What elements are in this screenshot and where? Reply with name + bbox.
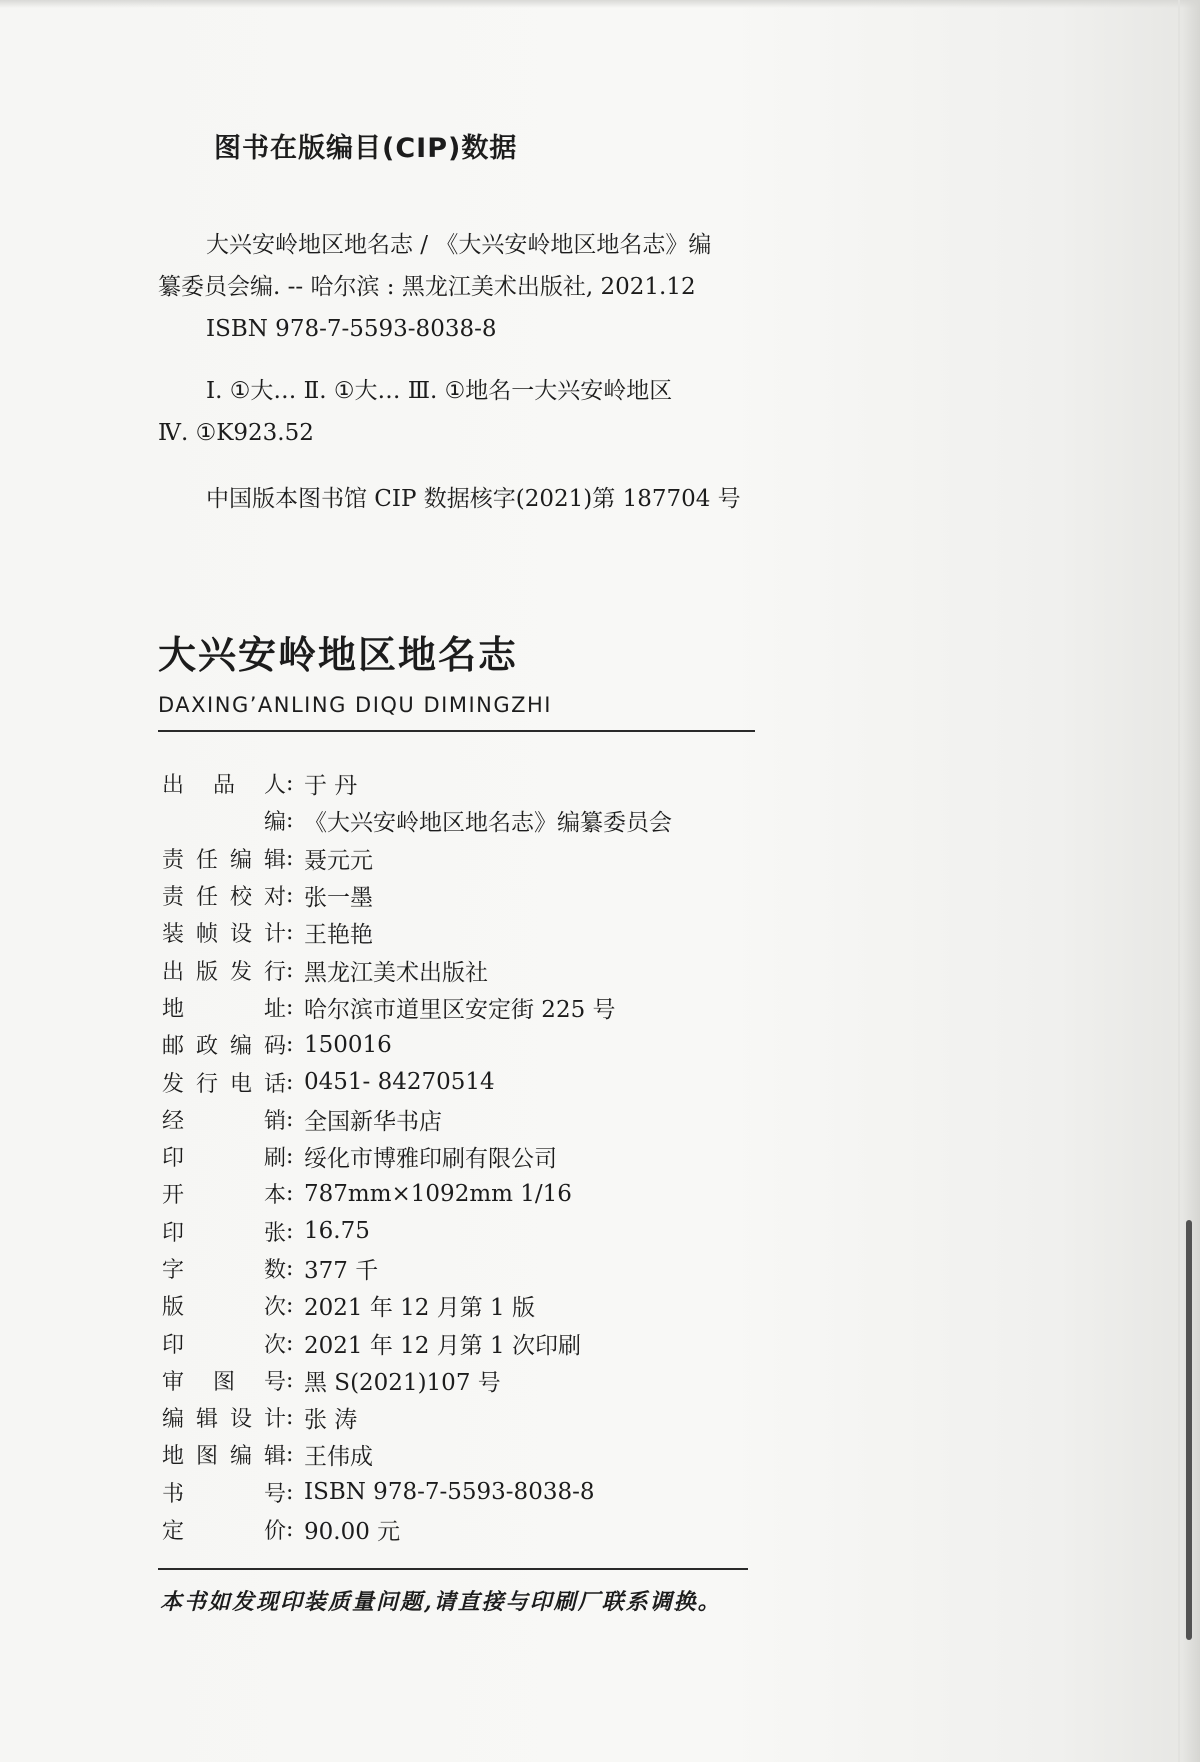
info-colon: : [286,1032,294,1058]
title-divider [158,730,755,732]
info-label: 印 刷 [162,1146,286,1172]
info-colon: : [286,1479,294,1505]
info-row [162,1287,782,1324]
info-value: 2021 年 12 月第 1 次印刷 [304,1332,581,1359]
info-label: 责 任 校 对 [162,885,286,911]
info-label: 装 帧 设 计 [162,922,286,948]
info-label: 印 张 [162,1220,286,1246]
info-label: 经 销 [162,1108,286,1134]
info-row [162,951,782,988]
info-label: 开 本 [162,1183,286,1209]
book-title-pinyin: DAXING’ANLING DIQU DIMINGZHI [158,693,552,717]
info-colon: : [286,1106,294,1132]
info-row [162,1474,782,1511]
footer-note: 本书如发现印装质量问题,请直接与印刷厂联系调换。 [160,1589,722,1615]
info-colon: : [286,1181,294,1207]
info-value: 张 涛 [304,1407,358,1434]
cip-block [158,224,798,520]
info-label: 编 [263,810,286,836]
info-value: 《大兴安岭地区地名志》编纂委员会 [304,810,672,837]
page-crease [1178,0,1180,1762]
info-row [162,1399,782,1436]
info-row [162,840,782,877]
info-colon: : [286,994,294,1020]
info-value: 黑 S(2021)107 号 [304,1369,501,1396]
info-label: 书 号 [162,1481,286,1507]
info-colon: : [286,1069,294,1095]
info-row [162,1511,782,1548]
info-label: 地 图 编 辑 [162,1444,286,1470]
info-row [162,1026,782,1063]
info-row [162,1213,782,1250]
info-value: 2021 年 12 月第 1 版 [304,1295,535,1322]
info-row [162,765,782,802]
info-row [162,1101,782,1138]
info-label: 版 次 [162,1295,286,1321]
info-label: 印 次 [162,1332,286,1358]
info-colon: : [286,808,294,834]
info-label: 发 行 电 话 [162,1071,286,1097]
info-value: 16.75 [304,1218,370,1245]
info-row [162,1436,782,1473]
info-label: 责 任 编 辑 [162,847,286,873]
cip-line-1: 大兴安岭地区地名志 / 《大兴安岭地区地名志》编 [206,232,712,258]
info-label: 定 价 [162,1519,286,1545]
info-row [162,914,782,951]
info-value: 787mm×1092mm 1/16 [304,1180,572,1207]
cip-line-2: 纂委员会编. -- 哈尔滨 : 黑龙江美术出版社, 2021.12 [158,274,696,300]
info-value: 王伟成 [304,1444,373,1471]
info-value: 于 丹 [304,773,358,800]
info-row [162,1324,782,1361]
info-colon: : [286,1256,294,1281]
info-label: 审 图 号 [162,1369,286,1395]
cip-heading: 图书在版编目(CIP)数据 [214,133,518,164]
info-colon: : [286,1367,294,1393]
cip-line-classification-2: Ⅳ. ①K923.52 [158,420,314,446]
info-row [162,1250,782,1287]
info-row [162,802,782,839]
cip-line-record-number: 中国版本图书馆 CIP 数据核字(2021)第 187704 号 [206,486,741,512]
info-label: 出 版 发 行 [162,959,286,985]
publication-info-table [162,765,782,1548]
info-row [162,1175,782,1212]
footer-divider [158,1568,748,1570]
info-colon: : [286,957,294,983]
info-colon: : [286,1330,294,1356]
info-value: 90.00 元 [304,1519,401,1546]
info-colon: : [286,771,294,797]
info-value: 150016 [304,1031,392,1058]
info-colon: : [286,1405,294,1431]
info-colon: : [286,920,294,946]
info-value: 全国新华书店 [304,1108,442,1135]
info-value: 0451- 84270514 [304,1069,495,1096]
info-colon: : [286,845,294,871]
cip-line-classification: Ⅰ. ①大… Ⅱ. ①大… Ⅲ. ①地名一大兴安岭地区 [206,378,673,404]
info-row [162,877,782,914]
book-title: 大兴安岭地区地名志 [158,633,519,677]
info-colon: : [286,1293,294,1319]
info-colon: : [286,883,294,909]
info-value: ISBN 978-7-5593-8038-8 [304,1479,595,1506]
cip-line-isbn: ISBN 978-7-5593-8038-8 [206,316,497,342]
info-value: 黑龙江美术出版社 [304,959,488,986]
info-value: 聂元元 [304,847,373,874]
info-colon: : [286,1218,294,1244]
info-value: 王艳艳 [304,922,373,949]
info-label: 字 数 [162,1258,286,1283]
info-value: 377 千 [304,1258,379,1284]
info-colon: : [286,1517,294,1543]
info-row [162,1138,782,1175]
info-row [162,1362,782,1399]
info-row [162,1063,782,1100]
info-colon: : [286,1442,294,1468]
info-label: 出 品 人 [162,773,286,799]
info-label: 地 址 [162,996,286,1022]
info-value: 哈尔滨市道里区安定街 225 号 [304,996,616,1023]
info-value: 张一墨 [304,885,373,912]
info-label: 编 辑 设 计 [162,1407,286,1433]
page-edge-mark [1186,1220,1192,1640]
info-colon: : [286,1144,294,1170]
info-value: 绥化市博雅印刷有限公司 [304,1146,557,1173]
page-top-shadow [0,0,1200,8]
info-label: 邮 政 编 码 [162,1034,286,1060]
info-row [162,989,782,1026]
